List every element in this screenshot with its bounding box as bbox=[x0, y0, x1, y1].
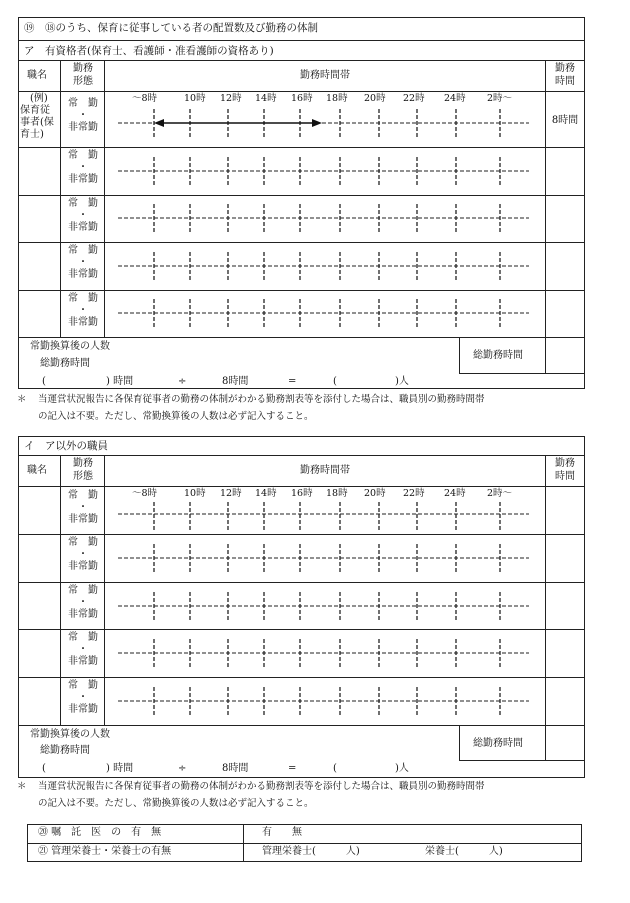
col-line bbox=[545, 725, 546, 760]
work-type-cell: 常 勤 ・ 非常勤 bbox=[68, 632, 98, 667]
example-label: (例) bbox=[30, 93, 48, 104]
divider bbox=[18, 534, 585, 535]
work-type-cell: 常 勤 ・ 非常勤 bbox=[68, 293, 98, 328]
header-time-band: 勤務時間帯 bbox=[300, 465, 350, 476]
note-star: ＊ bbox=[17, 394, 27, 405]
example-position: 育士) bbox=[20, 129, 44, 140]
summary-label-1: 常勤換算後の人数 bbox=[30, 729, 110, 740]
divider bbox=[18, 290, 585, 291]
example-position: 保育従 bbox=[20, 105, 50, 116]
col-line bbox=[545, 337, 546, 373]
timeline-row bbox=[104, 683, 545, 723]
work-type-cell: 常 勤 ・ 非常勤 bbox=[68, 680, 98, 715]
formula-open: ( bbox=[42, 763, 46, 774]
header-time-band: 勤務時間帯 bbox=[300, 70, 350, 81]
timeline-row bbox=[104, 248, 545, 288]
time-label: 18時 bbox=[326, 93, 348, 104]
work-type-cell: 常 勤 ・ 非常勤 bbox=[68, 198, 98, 233]
timeline-row bbox=[104, 295, 545, 335]
work-type-cell: 常 勤 ・ 非常勤 bbox=[68, 490, 98, 525]
header-hours-2: 時間 bbox=[555, 471, 575, 482]
divider bbox=[18, 40, 585, 41]
time-label: 18時 bbox=[326, 488, 348, 499]
formula-eight: 8時間 bbox=[222, 376, 249, 387]
divider bbox=[18, 582, 585, 583]
formula-eq: = bbox=[288, 376, 297, 387]
work-type-cell: 常 勤 ・ 非常勤 bbox=[68, 245, 98, 280]
timeline-row bbox=[104, 153, 545, 193]
timeline-row bbox=[104, 200, 545, 240]
col-line bbox=[545, 60, 546, 337]
divider bbox=[18, 677, 585, 678]
header-work-type-2: 形態 bbox=[73, 471, 93, 482]
note-line-2: の記入は不要。ただし、常勤換算後の人数は必ず記入すること。 bbox=[38, 798, 314, 809]
time-label: 14時 bbox=[255, 93, 277, 104]
divider bbox=[27, 843, 582, 844]
dietitian-label: ㉑ 管理栄養士・栄養士の有無 bbox=[38, 846, 172, 857]
divider bbox=[18, 147, 585, 148]
note-line-1: 当運営状況報告に各保育従事者の勤務の体制がわかる勤務割表等を添付した場合は、職員別の勤務時間帯 bbox=[38, 781, 485, 792]
formula-open2: ( bbox=[333, 376, 337, 387]
divider bbox=[18, 337, 585, 338]
summary-label-2: 総勤務時間 bbox=[40, 358, 90, 369]
time-label: 24時 bbox=[444, 93, 466, 104]
col-line bbox=[545, 455, 546, 725]
header-hours-1: 勤務 bbox=[555, 63, 575, 74]
timeline-row bbox=[104, 540, 545, 580]
example-position: 事者(保 bbox=[20, 117, 54, 128]
formula-open: ( bbox=[42, 376, 46, 387]
timeline-example bbox=[104, 105, 545, 145]
formula-hours: ) 時間 bbox=[106, 376, 134, 387]
note-line-1: 当運営状況報告に各保育従事者の勤務の体制がわかる勤務割表等を添付した場合は、職員別の勤務時間帯 bbox=[38, 394, 485, 405]
example-hours: 8時間 bbox=[551, 115, 579, 126]
total-hours-box-label: 総勤務時間 bbox=[473, 350, 523, 361]
formula-open2: ( bbox=[333, 763, 337, 774]
time-label: 12時 bbox=[220, 488, 242, 499]
note-star: ＊ bbox=[17, 781, 27, 792]
time-label: 16時 bbox=[291, 93, 313, 104]
col-line bbox=[243, 824, 244, 862]
dietitian-value-registered: 管理栄養士( 人) bbox=[262, 846, 360, 857]
timeline-row bbox=[104, 496, 545, 534]
time-label: 22時 bbox=[403, 488, 425, 499]
header-position: 職名 bbox=[27, 70, 47, 81]
col-line bbox=[459, 725, 460, 760]
time-label: 20時 bbox=[364, 488, 386, 499]
header-work-type-2: 形態 bbox=[73, 76, 93, 87]
divider bbox=[18, 195, 585, 196]
time-label: 16時 bbox=[291, 488, 313, 499]
work-type-cell: 常 勤 ・ 非常勤 bbox=[68, 150, 98, 185]
divider bbox=[459, 760, 585, 761]
header-work-type-1: 勤務 bbox=[73, 458, 93, 469]
work-type-cell: 常 勤 ・ 非常勤 bbox=[68, 98, 98, 133]
formula-hours: ) 時間 bbox=[106, 763, 134, 774]
time-label: 2時～ bbox=[487, 93, 513, 104]
section-i-title: イ ア以外の職員 bbox=[24, 440, 108, 452]
section-a-subtitle: ア 有資格者(保育士、看護師・准看護師の資格あり) bbox=[24, 45, 274, 57]
col-line bbox=[459, 337, 460, 373]
summary-label-2: 総勤務時間 bbox=[40, 745, 90, 756]
work-type-cell: 常 勤 ・ 非常勤 bbox=[68, 537, 98, 572]
time-label: 20時 bbox=[364, 93, 386, 104]
divider bbox=[18, 725, 585, 726]
divider bbox=[459, 373, 585, 374]
time-label: 10時 bbox=[184, 488, 206, 499]
time-label: 12時 bbox=[220, 93, 242, 104]
formula-div: ÷ bbox=[178, 763, 187, 774]
summary-label-1: 常勤換算後の人数 bbox=[30, 341, 110, 352]
work-type-cell: 常 勤 ・ 非常勤 bbox=[68, 585, 98, 620]
note-line-2: の記入は不要。ただし、常勤換算後の人数は必ず記入すること。 bbox=[38, 411, 314, 422]
header-position: 職名 bbox=[27, 465, 47, 476]
section-19-title: ⑲ ⑱のうち、保育に従事している者の配置数及び勤務の体制 bbox=[24, 22, 318, 34]
consulting-doctor-label: ⑳ 嘱 託 医 の 有 無 bbox=[38, 827, 162, 838]
header-hours-2: 時間 bbox=[555, 76, 575, 87]
time-label: ～8時 bbox=[132, 93, 158, 104]
divider bbox=[18, 242, 585, 243]
formula-eq: = bbox=[288, 763, 297, 774]
time-label: ～8時 bbox=[132, 488, 158, 499]
formula-div: ÷ bbox=[178, 376, 187, 387]
formula-people: )人 bbox=[395, 376, 409, 387]
header-work-type-1: 勤務 bbox=[73, 63, 93, 74]
time-label: 22時 bbox=[403, 93, 425, 104]
time-label: 2時～ bbox=[487, 488, 513, 499]
time-label: 10時 bbox=[184, 93, 206, 104]
consulting-doctor-value: 有 無 bbox=[262, 827, 302, 838]
header-hours-1: 勤務 bbox=[555, 458, 575, 469]
formula-people: )人 bbox=[395, 763, 409, 774]
total-hours-box-label: 総勤務時間 bbox=[473, 738, 523, 749]
timeline-row bbox=[104, 588, 545, 628]
timeline-row bbox=[104, 635, 545, 675]
divider bbox=[18, 629, 585, 630]
dietitian-value-nutritionist: 栄養士( 人) bbox=[425, 846, 503, 857]
time-label: 24時 bbox=[444, 488, 466, 499]
time-label: 14時 bbox=[255, 488, 277, 499]
formula-eight: 8時間 bbox=[222, 763, 249, 774]
